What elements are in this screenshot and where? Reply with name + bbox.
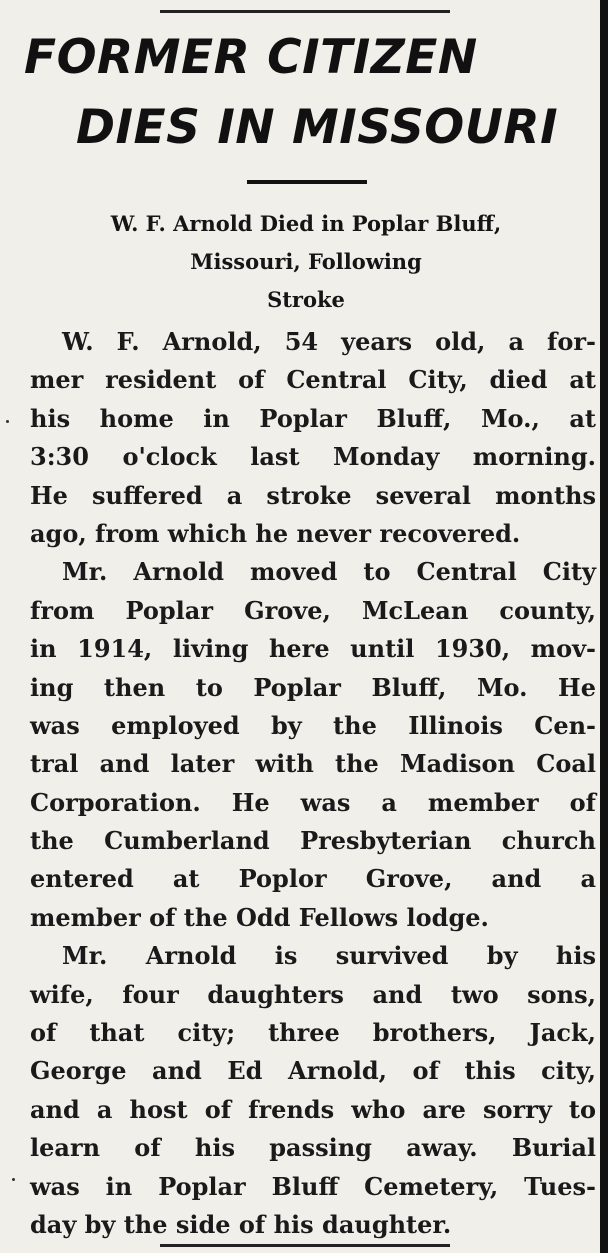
print-speck xyxy=(6,420,9,423)
article-body xyxy=(30,323,596,1244)
paragraph-1-line: W. F. Arnold, 54 years old, a for- xyxy=(62,327,596,356)
paragraph-3-line: wife, four daughters and two sons, xyxy=(30,979,596,1009)
subheadline-line-3: Stroke xyxy=(267,287,345,312)
paragraph-2-line: tral and later with the Madison Coal xyxy=(30,749,596,779)
paragraph-3-line: Mr. Arnold is survived by his xyxy=(62,941,596,971)
paragraph-3-line: of that city; three brothers, Jack, xyxy=(30,1018,596,1048)
paragraph-2-line: member of the Odd Fellows lodge. xyxy=(30,902,489,932)
paragraph-3-line: and a host of frends who are sorry to xyxy=(30,1094,596,1124)
paragraph-1-line: ago, from which he never recovered. xyxy=(30,518,521,548)
bottom-rule xyxy=(160,1244,450,1247)
paragraph-1-line: his home in Poplar Bluff, Mo., at xyxy=(30,403,596,433)
headline-line-2: DIES IN MISSOURI xyxy=(76,100,559,155)
paragraph-2-line: from Poplar Grove, McLean county, xyxy=(30,595,596,625)
paragraph-1-line: 3:30 o'clock last Monday morning. xyxy=(30,442,596,472)
subheadline xyxy=(18,205,594,319)
paragraph-3-line: was in Poplar Bluff Cemetery, Tues- xyxy=(30,1171,596,1201)
subheadline-line-2: Missouri, Following xyxy=(190,249,422,274)
paragraph-3-line: George and Ed Arnold, of this city, xyxy=(30,1056,596,1086)
paragraph-2-line: in 1914, living here until 1930, mov- xyxy=(30,634,596,664)
paragraph-2-line: was employed by the Illinois Cen- xyxy=(30,710,596,740)
paragraph-3-line: learn of his passing away. Burial xyxy=(30,1133,596,1163)
headline-divider xyxy=(247,180,367,184)
paragraph-1-line: He suffered a stroke several months xyxy=(30,480,596,510)
clipping-edge xyxy=(600,0,608,1253)
paragraph-2-line: Mr. Arnold moved to Central City xyxy=(62,557,596,587)
headline-line-1: FORMER CITIZEN xyxy=(24,30,478,85)
paragraph-1-line: mer resident of Central City, died at xyxy=(30,365,596,395)
paragraph-3-line: day by the side of his daughter. xyxy=(30,1209,452,1239)
paragraph-2-line: the Cumberland Presbyterian church xyxy=(30,826,596,856)
paragraph-2-line: ing then to Poplar Bluff, Mo. He xyxy=(30,672,596,702)
print-speck xyxy=(12,1178,15,1181)
subheadline-line-1: W. F. Arnold Died in Poplar Bluff, xyxy=(110,211,502,236)
paragraph-2-line: Corporation. He was a member of xyxy=(30,787,596,817)
paragraph-2-line: entered at Poplor Grove, and a xyxy=(30,864,596,894)
top-rule xyxy=(160,10,450,13)
